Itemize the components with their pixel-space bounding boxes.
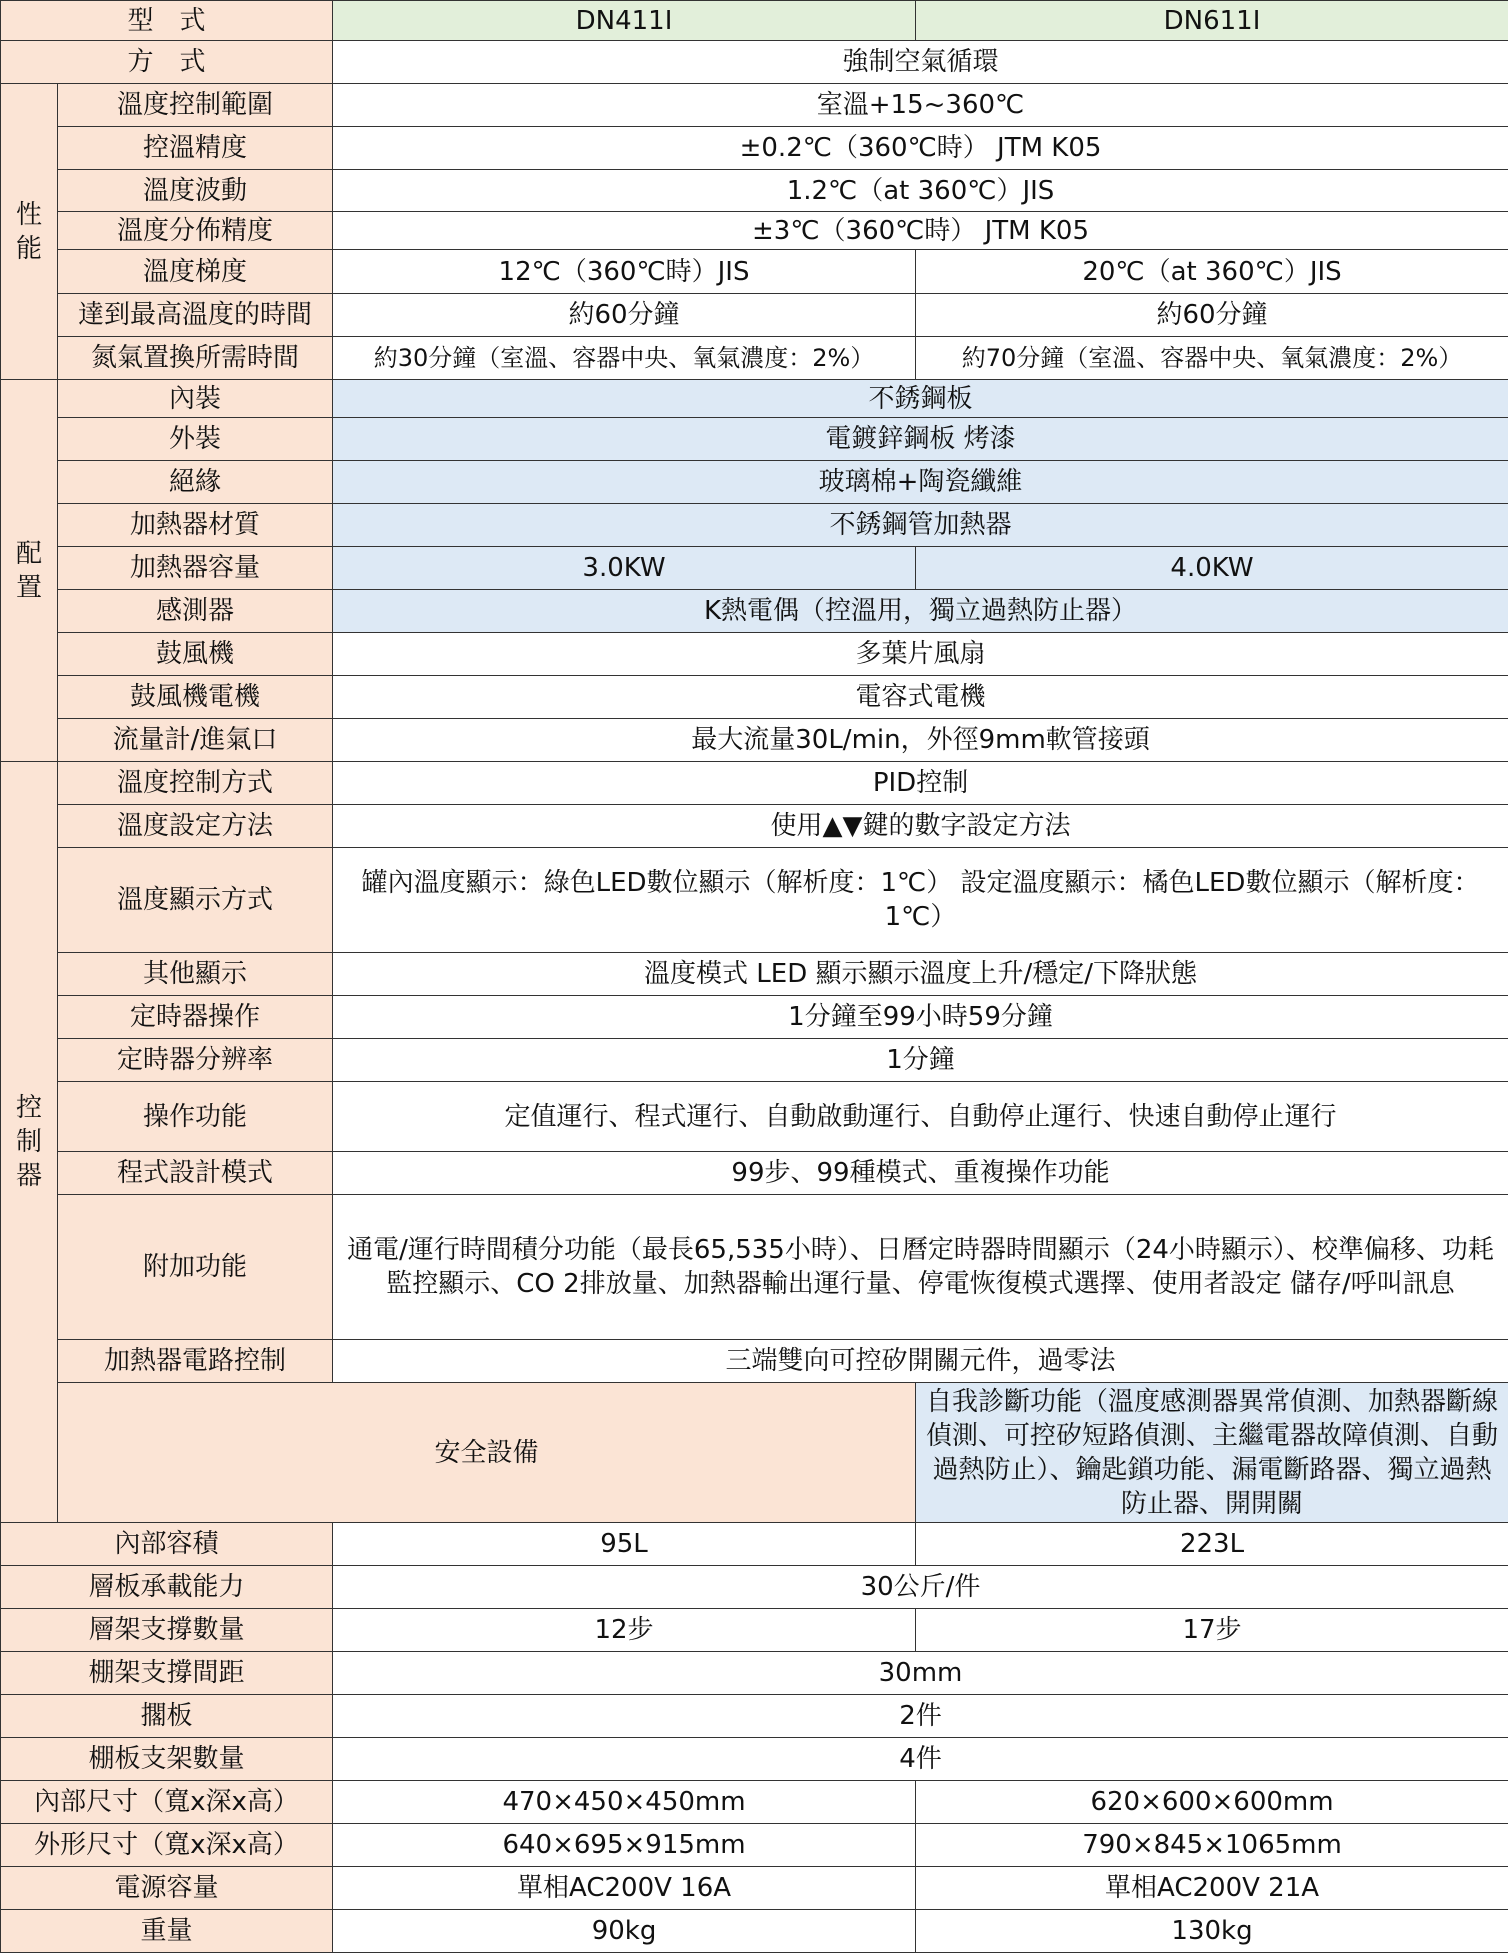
row-interior — [1, 380, 1508, 418]
setting-method-value: 使用▲▼鍵的數字設定方法 — [333, 805, 1508, 848]
row-temp-distribution — [1, 212, 1508, 250]
row-temp-gradient — [1, 250, 1508, 294]
row-sensor — [1, 590, 1508, 633]
shelf-pitch-value: 30mm — [333, 1652, 1508, 1695]
method-value: 強制空氣循環 — [333, 41, 1508, 84]
header-row — [1, 1, 1508, 41]
heater-capacity-label: 加熱器容量 — [58, 547, 333, 590]
additional-value: 通電/運行時間積分功能（最長65,535小時）、日曆定時器時間顯示（24小時顯示）、校準偏移、功耗監控顯示、CO 2排放量、加熱器輸出運行量、停電恢復模式選擇、使用者設定 儲存/呼叫訊息 — [333, 1195, 1508, 1340]
group-controller: 控 制 器 — [1, 762, 58, 1523]
nitrogen-time-a: 約30分鐘（室溫、容器中央、氧氣濃度：2%） — [333, 337, 916, 380]
time-to-max-b: 約60分鐘 — [916, 294, 1508, 337]
row-shelf-pitch — [1, 1652, 1508, 1695]
group-performance: 性 能 — [1, 84, 58, 380]
weight-label: 重量 — [1, 1910, 333, 1953]
row-volume — [1, 1523, 1508, 1566]
temp-range-label: 溫度控制範圍 — [58, 84, 333, 127]
flowmeter-value: 最大流量30L/min，外徑9mm軟管接頭 — [333, 719, 1508, 762]
model-a-header: DN411I — [333, 1, 916, 41]
power-a: 單相AC200V 16A — [333, 1867, 916, 1910]
row-inner-dims — [1, 1781, 1508, 1824]
temp-distribution-label: 溫度分佈精度 — [58, 212, 333, 250]
blower-label: 鼓風機 — [58, 633, 333, 676]
blower-motor-value: 電容式電機 — [333, 676, 1508, 719]
row-temp-fluctuation — [1, 170, 1508, 212]
row-shelf-load — [1, 1566, 1508, 1609]
timer-operation-value: 1分鐘至99小時59分鐘 — [333, 996, 1508, 1039]
row-power — [1, 1867, 1508, 1910]
volume-label: 內部容積 — [1, 1523, 333, 1566]
temp-gradient-a: 12℃（360℃時）JIS — [333, 250, 916, 294]
row-setting-method — [1, 805, 1508, 848]
power-label: 電源容量 — [1, 1867, 333, 1910]
temp-accuracy-value: ±0.2℃（360℃時） JTM K05 — [333, 127, 1508, 170]
row-heater-circuit — [1, 1340, 1508, 1383]
row-temp-range — [1, 84, 1508, 127]
blower-value: 多葉片風扇 — [333, 633, 1508, 676]
setting-method-label: 溫度設定方法 — [58, 805, 333, 848]
row-weight — [1, 1910, 1508, 1953]
exterior-label: 外裝 — [58, 418, 333, 461]
heater-circuit-value: 三端雙向可控矽開關元件，過零法 — [333, 1340, 1508, 1383]
row-timer-resolution — [1, 1039, 1508, 1082]
nitrogen-time-label: 氮氣置換所需時間 — [58, 337, 333, 380]
safety-label: 安全設備 — [58, 1383, 916, 1523]
temp-gradient-b: 20℃（at 360℃）JIS — [916, 250, 1508, 294]
power-b: 單相AC200V 21A — [916, 1867, 1508, 1910]
row-additional — [1, 1195, 1508, 1340]
row-blower-motor — [1, 676, 1508, 719]
row-nitrogen-time — [1, 337, 1508, 380]
interior-value: 不銹鋼板 — [333, 380, 1508, 418]
control-method-value: PID控制 — [333, 762, 1508, 805]
temp-fluctuation-value: 1.2℃（at 360℃）JIS — [333, 170, 1508, 212]
row-display-method — [1, 848, 1508, 953]
shelf-brackets-value: 4件 — [333, 1738, 1508, 1781]
inner-dims-b: 620×600×600mm — [916, 1781, 1508, 1824]
temp-fluctuation-label: 溫度波動 — [58, 170, 333, 212]
insulation-label: 絕緣 — [58, 461, 333, 504]
timer-resolution-value: 1分鐘 — [333, 1039, 1508, 1082]
temp-accuracy-label: 控溫精度 — [58, 127, 333, 170]
insulation-value: 玻璃棉+陶瓷纖維 — [333, 461, 1508, 504]
program-mode-label: 程式設計模式 — [58, 1152, 333, 1195]
flowmeter-label: 流量計/進氣口 — [58, 719, 333, 762]
volume-b: 223L — [916, 1523, 1508, 1566]
sensor-label: 感測器 — [58, 590, 333, 633]
shelf-pitch-label: 棚架支撐間距 — [1, 1652, 333, 1695]
display-method-value: 罐內溫度顯示：綠色LED數位顯示（解析度：1℃） 設定溫度顯示：橘色LED數位顯示（解析度：1℃） — [333, 848, 1508, 953]
method-label: 方 式 — [1, 41, 333, 84]
operation-functions-value: 定值運行、程式運行、自動啟動運行、自動停止運行、快速自動停止運行 — [333, 1082, 1508, 1152]
row-heater-capacity — [1, 547, 1508, 590]
program-mode-value: 99步、99種模式、重複操作功能 — [333, 1152, 1508, 1195]
shelf-supports-b: 17步 — [916, 1609, 1508, 1652]
inner-dims-a: 470×450×450mm — [333, 1781, 916, 1824]
time-to-max-a: 約60分鐘 — [333, 294, 916, 337]
shelf-supports-a: 12步 — [333, 1609, 916, 1652]
inner-dims-label: 內部尺寸（寬x深x高） — [1, 1781, 333, 1824]
row-other-display — [1, 953, 1508, 996]
row-shelf-supports — [1, 1609, 1508, 1652]
row-outer-dims — [1, 1824, 1508, 1867]
weight-b: 130kg — [916, 1910, 1508, 1953]
additional-label: 附加功能 — [58, 1195, 333, 1340]
temp-distribution-value: ±3℃（360℃時） JTM K05 — [333, 212, 1508, 250]
row-shelves — [1, 1695, 1508, 1738]
heater-material-label: 加熱器材質 — [58, 504, 333, 547]
safety-value: 自我診斷功能（溫度感測器異常偵測、加熱器斷線偵測、可控矽短路偵測、主繼電器故障偵測、自動過熱防止）、鑰匙鎖功能、漏電斷路器、獨立過熱防止器、開開關 — [916, 1383, 1508, 1523]
control-method-label: 溫度控制方式 — [58, 762, 333, 805]
shelf-supports-label: 層架支撐數量 — [1, 1609, 333, 1652]
other-display-label: 其他顯示 — [58, 953, 333, 996]
shelf-brackets-label: 棚板支架數量 — [1, 1738, 333, 1781]
interior-label: 內裝 — [58, 380, 333, 418]
row-flowmeter — [1, 719, 1508, 762]
model-b-header: DN611I — [916, 1, 1508, 41]
row-time-to-max — [1, 294, 1508, 337]
model-label: 型 式 — [1, 1, 333, 41]
operation-functions-label: 操作功能 — [58, 1082, 333, 1152]
row-temp-accuracy — [1, 127, 1508, 170]
row-control-method — [1, 762, 1508, 805]
row-heater-material — [1, 504, 1508, 547]
row-timer-operation — [1, 996, 1508, 1039]
temp-gradient-label: 溫度梯度 — [58, 250, 333, 294]
row-shelf-brackets — [1, 1738, 1508, 1781]
timer-operation-label: 定時器操作 — [58, 996, 333, 1039]
heater-material-value: 不銹鋼管加熱器 — [333, 504, 1508, 547]
temp-range-value: 室溫+15~360℃ — [333, 84, 1508, 127]
outer-dims-a: 640×695×915mm — [333, 1824, 916, 1867]
time-to-max-label: 達到最高溫度的時間 — [58, 294, 333, 337]
heater-circuit-label: 加熱器電路控制 — [58, 1340, 333, 1383]
outer-dims-label: 外形尺寸（寬x深x高） — [1, 1824, 333, 1867]
heater-capacity-b: 4.0KW — [916, 547, 1508, 590]
weight-a: 90kg — [333, 1910, 916, 1953]
timer-resolution-label: 定時器分辨率 — [58, 1039, 333, 1082]
display-method-label: 溫度顯示方式 — [58, 848, 333, 953]
outer-dims-b: 790×845×1065mm — [916, 1824, 1508, 1867]
nitrogen-time-b: 約70分鐘（室溫、容器中央、氧氣濃度：2%） — [916, 337, 1508, 380]
volume-a: 95L — [333, 1523, 916, 1566]
other-display-value: 溫度模式 LED 顯示顯示溫度上升/穩定/下降狀態 — [333, 953, 1508, 996]
row-method — [1, 41, 1508, 84]
row-insulation — [1, 461, 1508, 504]
group-configuration: 配 置 — [1, 380, 58, 762]
shelves-value: 2件 — [333, 1695, 1508, 1738]
heater-capacity-a: 3.0KW — [333, 547, 916, 590]
shelf-load-value: 30公斤/件 — [333, 1566, 1508, 1609]
blower-motor-label: 鼓風機電機 — [58, 676, 333, 719]
shelf-load-label: 層板承載能力 — [1, 1566, 333, 1609]
row-safety — [1, 1383, 1508, 1523]
row-blower — [1, 633, 1508, 676]
row-exterior — [1, 418, 1508, 461]
exterior-value: 電鍍鋅鋼板 烤漆 — [333, 418, 1508, 461]
row-operation-functions — [1, 1082, 1508, 1152]
shelves-label: 擱板 — [1, 1695, 333, 1738]
sensor-value: K熱電偶（控溫用，獨立過熱防止器） — [333, 590, 1508, 633]
row-program-mode — [1, 1152, 1508, 1195]
